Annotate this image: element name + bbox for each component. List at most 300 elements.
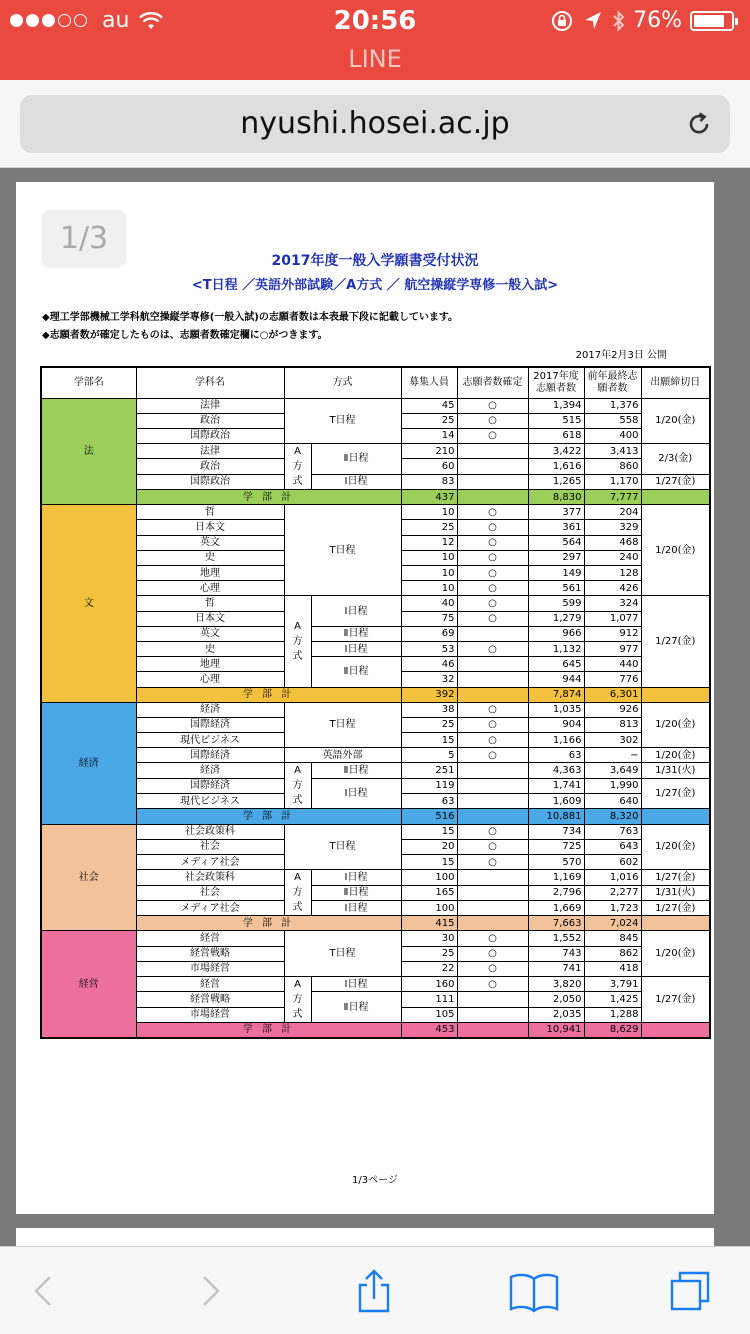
applicants-cell: 1,741: [528, 778, 584, 794]
deadline-cell: 1/27(金): [641, 976, 710, 1022]
total-deadline: [641, 916, 710, 931]
confirmed-cell: ○: [457, 748, 528, 763]
page-indicator: 1/3: [42, 210, 126, 268]
prev-applicants-cell: 912: [584, 626, 641, 641]
document-subtitle: <T日程 ／英語外部試験／A方式 ／ 航空操縦学専修一般入試>: [191, 278, 559, 293]
confirmed-cell: [457, 870, 528, 885]
prev-applicants-cell: 400: [584, 428, 641, 443]
prev-applicants-cell: 3,791: [584, 976, 641, 991]
department-cell: 国際政治: [136, 474, 284, 489]
capacity-cell: 30: [401, 931, 457, 946]
deadline-cell: 1/27(金): [641, 870, 710, 885]
publish-date: 2017年2月3日 公開: [575, 350, 667, 361]
table-row: [41, 778, 710, 794]
applicants-cell: 1,279: [528, 611, 584, 626]
department-cell: 史: [136, 641, 284, 656]
header-confirmed: 志願者数確定: [457, 367, 528, 398]
location-icon: [583, 10, 603, 32]
total-label: 学 部 計: [136, 1022, 401, 1037]
applicants-cell: 743: [528, 946, 584, 961]
capacity-cell: 210: [401, 444, 457, 459]
deadline-cell: 2/3(金): [641, 444, 710, 475]
browser-toolbar: [0, 1246, 750, 1334]
method-cell: Ⅰ日程: [311, 596, 401, 626]
table-row: [41, 657, 710, 672]
table-row: [41, 931, 710, 946]
table-row: [41, 870, 710, 885]
a-method-char: 式: [292, 795, 303, 807]
total-applicants: 8,830: [528, 490, 584, 505]
applicants-cell: 645: [528, 657, 584, 672]
a-method-char: 方: [292, 461, 303, 473]
bluetooth-icon: [611, 9, 627, 33]
prev-applicants-cell: 240: [584, 550, 641, 565]
a-method-char: A: [294, 620, 301, 632]
department-cell: 日本文: [136, 611, 284, 626]
forward-icon[interactable]: [188, 1269, 232, 1313]
header-method: 方式: [284, 367, 401, 398]
confirmed-cell: ○: [457, 717, 528, 732]
department-cell: 国際政治: [136, 428, 284, 443]
table-row: [41, 444, 710, 459]
applicants-cell: 3,820: [528, 976, 584, 991]
reload-icon[interactable]: [686, 111, 712, 137]
note-2: ◆志願者数が確定したものは、志願者数確定欄に○がつきます。: [42, 330, 328, 341]
method-cell: Ⅱ日程: [311, 885, 401, 900]
confirmed-cell: [457, 900, 528, 915]
total-prev-applicants: 8,320: [584, 809, 641, 824]
prev-applicants-cell: −: [584, 748, 641, 763]
a-method-char: A: [294, 446, 301, 458]
department-cell: 史: [136, 550, 284, 565]
capacity-cell: 15: [401, 824, 457, 839]
total-prev-applicants: 7,777: [584, 490, 641, 505]
confirmed-cell: ○: [457, 581, 528, 596]
status-right: [551, 8, 734, 33]
confirmed-cell: [457, 474, 528, 489]
department-cell: 政治: [136, 459, 284, 474]
department-cell: 国際経済: [136, 748, 284, 763]
prev-applicants-cell: 426: [584, 581, 641, 596]
applicants-cell: 2,796: [528, 885, 584, 900]
capacity-cell: 60: [401, 459, 457, 474]
a-method-label: [284, 870, 311, 916]
confirmed-cell: ○: [457, 398, 528, 413]
url-field[interactable]: [20, 95, 730, 153]
a-method-char: A: [294, 978, 301, 990]
battery-icon: [690, 11, 734, 31]
total-prev-applicants: 8,629: [584, 1022, 641, 1037]
capacity-cell: 25: [401, 413, 457, 428]
capacity-cell: 75: [401, 611, 457, 626]
total-capacity: 415: [401, 916, 457, 931]
applicants-cell: 1,169: [528, 870, 584, 885]
applicants-cell: 734: [528, 824, 584, 839]
prev-applicants-cell: 128: [584, 566, 641, 581]
confirmed-cell: ○: [457, 413, 528, 428]
capacity-cell: 15: [401, 733, 457, 748]
prev-applicants-cell: 2,277: [584, 885, 641, 900]
table-header: [41, 367, 710, 398]
prev-applicants-cell: 1,990: [584, 778, 641, 794]
method-cell: T日程: [284, 824, 401, 870]
department-cell: メディア社会: [136, 900, 284, 915]
faculty-name: 経営: [41, 931, 136, 1038]
confirmed-cell: [457, 794, 528, 809]
total-label: 学 部 計: [136, 916, 401, 931]
prev-applicants-cell: 845: [584, 931, 641, 946]
capacity-cell: 119: [401, 778, 457, 794]
total-confirmed: [457, 916, 528, 931]
method-cell: Ⅰ日程: [311, 474, 401, 489]
department-cell: 法律: [136, 398, 284, 413]
prev-applicants-cell: 1,376: [584, 398, 641, 413]
capacity-cell: 40: [401, 596, 457, 611]
page-footer: 1/3ページ: [352, 1175, 398, 1186]
capacity-cell: 12: [401, 535, 457, 550]
applicants-cell: 618: [528, 428, 584, 443]
applicants-cell: 3,422: [528, 444, 584, 459]
applicants-cell: 1,035: [528, 702, 584, 717]
confirmed-cell: [457, 626, 528, 641]
a-method-char: 式: [292, 902, 303, 914]
capacity-cell: 100: [401, 870, 457, 885]
confirmed-cell: ○: [457, 641, 528, 656]
capacity-cell: 165: [401, 885, 457, 900]
total-confirmed: [457, 1022, 528, 1037]
capacity-cell: 25: [401, 520, 457, 535]
faculty-name: 社会: [41, 824, 136, 931]
faculty-name: 経済: [41, 702, 136, 824]
total-capacity: 392: [401, 687, 457, 702]
prev-applicants-cell: 204: [584, 505, 641, 520]
prev-applicants-cell: 813: [584, 717, 641, 732]
total-prev-applicants: 6,301: [584, 687, 641, 702]
method-cell: 英語外部: [284, 748, 401, 763]
department-cell: 日本文: [136, 520, 284, 535]
total-applicants: 10,881: [528, 809, 584, 824]
faculty-total-row: [41, 916, 710, 931]
prev-applicants-cell: 329: [584, 520, 641, 535]
confirmed-cell: ○: [457, 535, 528, 550]
confirmed-cell: ○: [457, 520, 528, 535]
a-method-char: 式: [292, 476, 303, 488]
share-icon[interactable]: [352, 1269, 396, 1313]
deadline-cell: 1/20(金): [641, 505, 710, 596]
confirmed-cell: [457, 763, 528, 778]
table-row: [41, 885, 710, 900]
prev-applicants-cell: 926: [584, 702, 641, 717]
applicants-cell: 1,132: [528, 641, 584, 656]
confirmed-cell: ○: [457, 611, 528, 626]
department-cell: 社会: [136, 839, 284, 854]
applicants-cell: 1,552: [528, 931, 584, 946]
department-cell: メディア社会: [136, 855, 284, 870]
capacity-cell: 83: [401, 474, 457, 489]
table-row: [41, 992, 710, 1008]
deadline-cell: 1/27(金): [641, 596, 710, 687]
method-cell: Ⅱ日程: [311, 626, 401, 641]
applicants-cell: 149: [528, 566, 584, 581]
confirmed-cell: ○: [457, 824, 528, 839]
confirmed-cell: ○: [457, 702, 528, 717]
faculty-total-row: [41, 490, 710, 505]
prev-applicants-cell: 643: [584, 839, 641, 854]
capacity-cell: 25: [401, 946, 457, 961]
deadline-cell: 1/20(金): [641, 824, 710, 870]
method-cell: Ⅰ日程: [311, 870, 401, 885]
a-method-char: 方: [292, 887, 303, 899]
capacity-cell: 10: [401, 550, 457, 565]
confirmed-cell: ○: [457, 931, 528, 946]
a-method-label: [284, 444, 311, 490]
confirmed-cell: ○: [457, 596, 528, 611]
prev-applicants-cell: 1,425: [584, 992, 641, 1008]
a-method-char: 式: [292, 650, 303, 662]
confirmed-cell: ○: [457, 976, 528, 991]
applicants-cell: 2,035: [528, 1007, 584, 1022]
prev-applicants-cell: 418: [584, 961, 641, 976]
department-cell: 国際経済: [136, 717, 284, 732]
capacity-cell: 10: [401, 566, 457, 581]
department-cell: 哲: [136, 505, 284, 520]
prev-applicants-cell: 1,723: [584, 900, 641, 915]
confirmed-cell: ○: [457, 961, 528, 976]
confirmed-cell: ○: [457, 733, 528, 748]
total-label: 学 部 計: [136, 687, 401, 702]
table-row: [41, 398, 710, 413]
total-prev-applicants: 7,024: [584, 916, 641, 931]
deadline-cell: 1/20(金): [641, 931, 710, 977]
department-cell: 社会政策科: [136, 870, 284, 885]
applications-table: [40, 366, 711, 1039]
method-cell: Ⅰ日程: [311, 778, 401, 809]
applicants-cell: 904: [528, 717, 584, 732]
prev-applicants-cell: 862: [584, 946, 641, 961]
a-method-label: [284, 976, 311, 1022]
prev-applicants-cell: 776: [584, 672, 641, 687]
a-method-char: 式: [292, 1008, 303, 1020]
total-deadline: [641, 1022, 710, 1037]
table-row: [41, 763, 710, 778]
header-applicants: 2017年度志願者数: [528, 367, 584, 398]
carrier-name: au: [102, 8, 130, 33]
table-row: [41, 641, 710, 656]
deadline-cell: 1/27(金): [641, 900, 710, 915]
header-department: 学科名: [136, 367, 284, 398]
capacity-cell: 46: [401, 657, 457, 672]
confirmed-cell: ○: [457, 946, 528, 961]
table-row: [41, 626, 710, 641]
deadline-cell: 1/27(金): [641, 474, 710, 489]
prev-applicants-cell: 1,077: [584, 611, 641, 626]
department-cell: 地理: [136, 657, 284, 672]
method-cell: Ⅱ日程: [311, 657, 401, 687]
applicants-cell: 515: [528, 413, 584, 428]
faculty-name: 文: [41, 505, 136, 702]
applicants-cell: 966: [528, 626, 584, 641]
method-cell: Ⅰ日程: [311, 641, 401, 656]
confirmed-cell: ○: [457, 505, 528, 520]
confirmed-cell: ○: [457, 566, 528, 581]
confirmed-cell: ○: [457, 428, 528, 443]
a-method-char: A: [294, 872, 301, 884]
faculty-name: 法: [41, 398, 136, 505]
total-confirmed: [457, 490, 528, 505]
capacity-cell: 32: [401, 672, 457, 687]
department-cell: 政治: [136, 413, 284, 428]
prev-applicants-cell: 558: [584, 413, 641, 428]
method-cell: T日程: [284, 505, 401, 596]
status-bar: [0, 0, 750, 44]
document-title: 2017年度一般入学願書受付状況: [271, 253, 479, 269]
department-cell: 英文: [136, 535, 284, 550]
a-method-label: [284, 763, 311, 809]
clock: 20:56: [333, 6, 417, 36]
department-cell: 英文: [136, 626, 284, 641]
total-confirmed: [457, 809, 528, 824]
capacity-cell: 69: [401, 626, 457, 641]
total-confirmed: [457, 687, 528, 702]
department-cell: 社会政策科: [136, 824, 284, 839]
faculty-total-row: [41, 1022, 710, 1037]
method-cell: Ⅰ日程: [311, 976, 401, 991]
prev-applicants-cell: 977: [584, 641, 641, 656]
capacity-cell: 10: [401, 581, 457, 596]
capacity-cell: 251: [401, 763, 457, 778]
capacity-cell: 53: [401, 641, 457, 656]
prev-applicants-cell: 3,413: [584, 444, 641, 459]
total-applicants: 7,663: [528, 916, 584, 931]
total-capacity: 516: [401, 809, 457, 824]
total-applicants: 10,941: [528, 1022, 584, 1037]
deadline-cell: 1/20(金): [641, 702, 710, 748]
confirmed-cell: [457, 778, 528, 794]
capacity-cell: 160: [401, 976, 457, 991]
capacity-cell: 14: [401, 428, 457, 443]
battery-percent: 76%: [633, 8, 682, 33]
table-row: [41, 596, 710, 611]
confirmed-cell: ○: [457, 855, 528, 870]
applicants-cell: 1,394: [528, 398, 584, 413]
bookmarks-icon[interactable]: [508, 1269, 560, 1313]
address-bar-area: [0, 80, 750, 168]
method-cell: T日程: [284, 702, 401, 748]
department-cell: 法律: [136, 444, 284, 459]
table-row: [41, 748, 710, 763]
department-cell: 国際経済: [136, 778, 284, 794]
prev-applicants-cell: 1,288: [584, 1007, 641, 1022]
total-deadline: [641, 687, 710, 702]
department-cell: 経営戦略: [136, 946, 284, 961]
department-cell: 経営戦略: [136, 992, 284, 1008]
a-method-char: A: [294, 765, 301, 777]
confirmed-cell: [457, 444, 528, 459]
note-1: ◆理工学部機械工学科航空操縦学専修(一般入試)の志願者数は本表最下段に記載しています。: [42, 312, 459, 323]
department-cell: 経営: [136, 931, 284, 946]
capacity-cell: 45: [401, 398, 457, 413]
department-cell: 市場経営: [136, 961, 284, 976]
deadline-cell: 1/20(金): [641, 748, 710, 763]
prev-applicants-cell: 602: [584, 855, 641, 870]
department-cell: 現代ビジネス: [136, 794, 284, 809]
applicants-cell: 599: [528, 596, 584, 611]
total-deadline: [641, 490, 710, 505]
department-cell: 哲: [136, 596, 284, 611]
prev-applicants-cell: 468: [584, 535, 641, 550]
header-faculty: 学部名: [41, 367, 136, 398]
header-deadline: 出願締切日: [641, 367, 710, 398]
confirmed-cell: [457, 992, 528, 1008]
total-capacity: 453: [401, 1022, 457, 1037]
tabs-icon[interactable]: [668, 1269, 712, 1313]
capacity-cell: 5: [401, 748, 457, 763]
department-cell: 地理: [136, 566, 284, 581]
a-method-char: 方: [292, 993, 303, 1005]
table-row: [41, 474, 710, 489]
capacity-cell: 25: [401, 717, 457, 732]
faculty-total-row: [41, 809, 710, 824]
applicants-cell: 63: [528, 748, 584, 763]
method-cell: Ⅱ日程: [311, 444, 401, 475]
department-cell: 社会: [136, 885, 284, 900]
prev-applicants-cell: 440: [584, 657, 641, 672]
applicants-cell: 1,669: [528, 900, 584, 915]
capacity-cell: 105: [401, 1007, 457, 1022]
deadline-cell: 1/31(火): [641, 763, 710, 778]
applicants-cell: 2,050: [528, 992, 584, 1008]
applicants-cell: 361: [528, 520, 584, 535]
total-label: 学 部 計: [136, 809, 401, 824]
capacity-cell: 111: [401, 992, 457, 1008]
capacity-cell: 38: [401, 702, 457, 717]
method-cell: T日程: [284, 931, 401, 977]
confirmed-cell: [457, 885, 528, 900]
prev-applicants-cell: 640: [584, 794, 641, 809]
prev-applicants-cell: 1,170: [584, 474, 641, 489]
rotation-lock-icon: [551, 10, 573, 32]
capacity-cell: 20: [401, 839, 457, 854]
capacity-cell: 63: [401, 794, 457, 809]
table-row: [41, 900, 710, 915]
applicants-cell: 1,609: [528, 794, 584, 809]
department-cell: 心理: [136, 672, 284, 687]
applicants-cell: 944: [528, 672, 584, 687]
method-cell: Ⅰ日程: [311, 900, 401, 915]
prev-applicants-cell: 3,649: [584, 763, 641, 778]
capacity-cell: 15: [401, 855, 457, 870]
applicants-cell: 377: [528, 505, 584, 520]
prev-applicants-cell: 1,016: [584, 870, 641, 885]
prev-applicants-cell: 302: [584, 733, 641, 748]
table-row: [41, 505, 710, 520]
applicants-cell: 1,265: [528, 474, 584, 489]
prev-applicants-cell: 763: [584, 824, 641, 839]
confirmed-cell: [457, 672, 528, 687]
total-capacity: 437: [401, 490, 457, 505]
deadline-cell: 1/20(金): [641, 398, 710, 444]
applicants-cell: 725: [528, 839, 584, 854]
prev-applicants-cell: 324: [584, 596, 641, 611]
back-icon[interactable]: [22, 1269, 66, 1313]
applicants-cell: 1,616: [528, 459, 584, 474]
department-cell: 現代ビジネス: [136, 733, 284, 748]
a-method-label: [284, 596, 311, 687]
app-title: LINE: [0, 44, 750, 80]
method-cell: T日程: [284, 398, 401, 444]
department-cell: 心理: [136, 581, 284, 596]
confirmed-cell: ○: [457, 550, 528, 565]
